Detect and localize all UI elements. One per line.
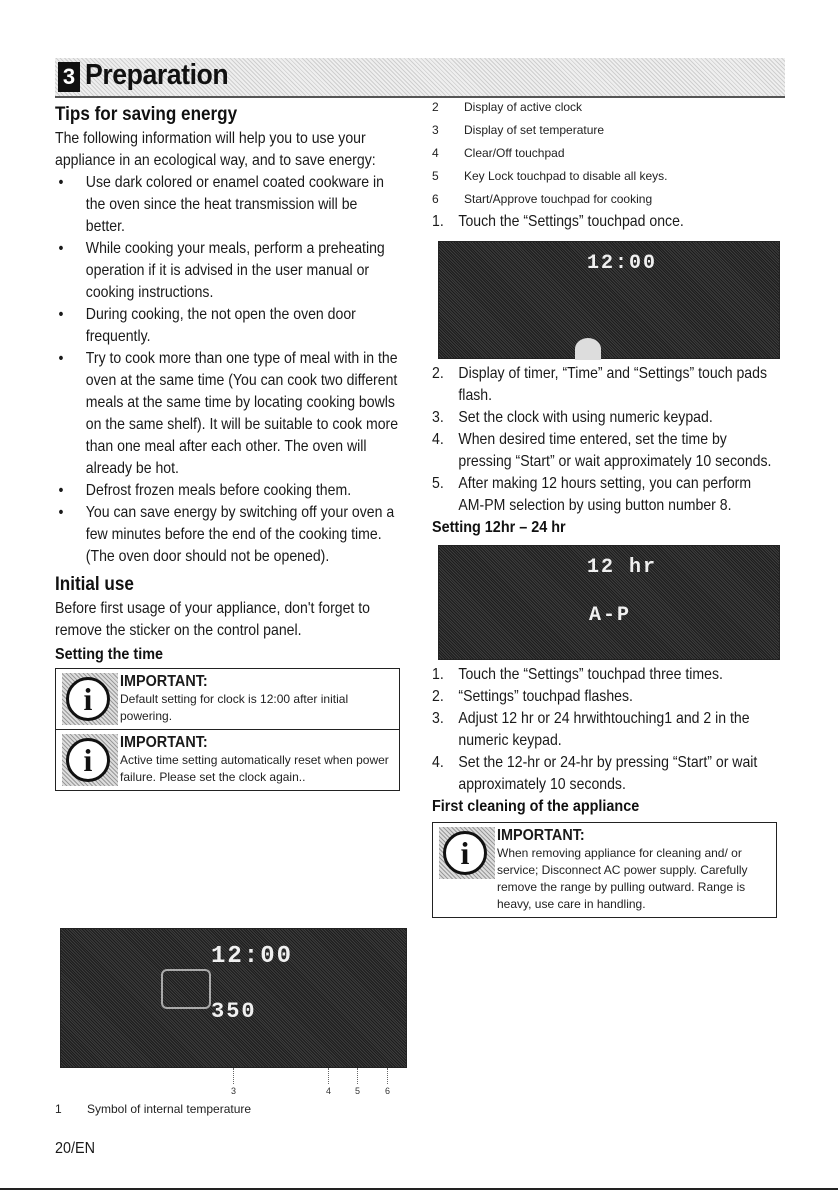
legend-item: 6 Start/Approve touchpad for cooking <box>432 192 653 206</box>
list-item: • Try to cook more than one type of meal with in the oven at the same time (You can cook two different meals at the same time by locating cooking bowls on the same shelf). It will be suitable to cook more than one meal after each other. The oven will already be hot. <box>55 348 400 480</box>
info-icon: i <box>62 673 118 725</box>
note-title: IMPORTANT: <box>497 827 585 844</box>
panel-clock-display: 12:00 <box>211 943 294 970</box>
list-item: • During cooking, the not open the oven door frequently. <box>55 304 400 348</box>
list-item: 4. When desired time entered, set the time by pressing “Start” or wait approximately 10 seconds. <box>432 431 772 470</box>
legend-item: 3 Display of set temperature <box>432 123 605 137</box>
panel-ap-display: A-P <box>589 604 632 627</box>
12-24-panel-image <box>438 545 780 660</box>
list-item: 5. After making 12 hours setting, you can perform AM-PM selection by using button number 8. <box>432 475 752 514</box>
list-item: 3. Set the clock with using numeric keypad. <box>432 409 713 426</box>
callout-6: 6 <box>385 1086 391 1096</box>
list-item: • While cooking your meals, perform a preheating operation if it is advised in the user manual or cooking instructions. <box>55 238 400 304</box>
legend-item: 2 Display of active clock <box>432 100 583 114</box>
chapter-header <box>55 58 785 98</box>
list-item: • Use dark colored or enamel coated cookware in the oven since the heat transmission will be better. <box>55 172 400 238</box>
callout-line <box>328 1068 329 1084</box>
legend-item: 5 Key Lock touchpad to disable all keys. <box>432 169 668 183</box>
settings-panel-image <box>438 241 780 359</box>
legend-item-1: 1 Symbol of internal temperature <box>55 1102 252 1116</box>
list-item: 2. “Settings” touchpad flashes. <box>432 688 633 705</box>
important-note-default-clock <box>55 668 400 730</box>
panel-12hr-display: 12 hr <box>587 556 658 579</box>
note-title: IMPORTANT: <box>120 734 208 751</box>
callout-3: 3 <box>231 1086 237 1096</box>
list-item: 2. Display of timer, “Time” and “Settings” touch pads flash. <box>432 365 767 404</box>
note-title: IMPORTANT: <box>120 673 208 690</box>
initial-use-text: Before first usage of your appliance, don't forget to remove the sticker on the control panel. <box>55 600 370 639</box>
control-panel-image <box>60 928 407 1068</box>
list-item: 3. Adjust 12 hr or 24 hrwithtouching1 and 2 in the numeric keypad. <box>432 710 750 749</box>
callout-line <box>357 1068 358 1084</box>
finger-icon <box>575 338 601 360</box>
page-number: 20/EN <box>55 1140 96 1157</box>
energy-heading: Tips for saving energy <box>55 104 238 125</box>
list-item: • Defrost frozen meals before cooking them. <box>55 480 400 502</box>
important-note-cleaning <box>432 822 777 918</box>
panel-clock-display: 12:00 <box>587 252 658 275</box>
legend-item: 4 Clear/Off touchpad <box>432 146 565 160</box>
chapter-number: 3 <box>58 62 80 92</box>
panel-temp-display: 350 <box>211 999 257 1024</box>
legend-list <box>432 96 782 211</box>
important-note-power-failure <box>55 730 400 791</box>
list-item: 1. Touch the “Settings” touchpad three times. <box>432 666 723 683</box>
note-text: When removing appliance for cleaning and/ or service; Disconnect AC power supply. Carefully remove the range by pulling outward. Range is heavy, use care in handling. <box>497 846 748 911</box>
note-text: Default setting for clock is 12:00 after initial powering. <box>120 692 349 723</box>
clock-steps-part1 <box>432 211 782 233</box>
callout-5: 5 <box>355 1086 361 1096</box>
energy-intro: The following information will help you to use your appliance in an ecological way, and to save energy: <box>55 130 376 169</box>
setting-12-24-heading: Setting 12hr – 24 hr <box>432 519 566 536</box>
left-column <box>55 104 400 791</box>
clock-steps-part2 <box>432 363 782 517</box>
list-item: 1. Touch the “Settings” touchpad once. <box>432 213 684 230</box>
callout-4: 4 <box>326 1086 332 1096</box>
initial-use-heading: Initial use <box>55 574 134 595</box>
12-24-steps <box>432 664 782 796</box>
chapter-title: Preparation <box>85 59 229 91</box>
callout-line <box>233 1068 234 1084</box>
note-text: Active time setting automatically reset when power failure. Please set the clock again.. <box>120 753 389 784</box>
info-icon: i <box>439 827 495 879</box>
oven-symbol-icon <box>161 969 211 1009</box>
list-item: • You can save energy by switching off your oven a few minutes before the end of the cooking time. (The oven door should not be opened). <box>55 502 400 568</box>
first-cleaning-heading: First cleaning of the appliance <box>432 798 640 815</box>
right-column <box>432 100 782 918</box>
info-icon: i <box>62 734 118 786</box>
list-item: 4. Set the 12-hr or 24-hr by pressing “Start” or wait approximately 10 seconds. <box>432 754 758 793</box>
footer-divider <box>0 1188 838 1190</box>
callout-line <box>387 1068 388 1084</box>
setting-time-heading: Setting the time <box>55 646 164 663</box>
energy-tips-list <box>55 172 400 568</box>
